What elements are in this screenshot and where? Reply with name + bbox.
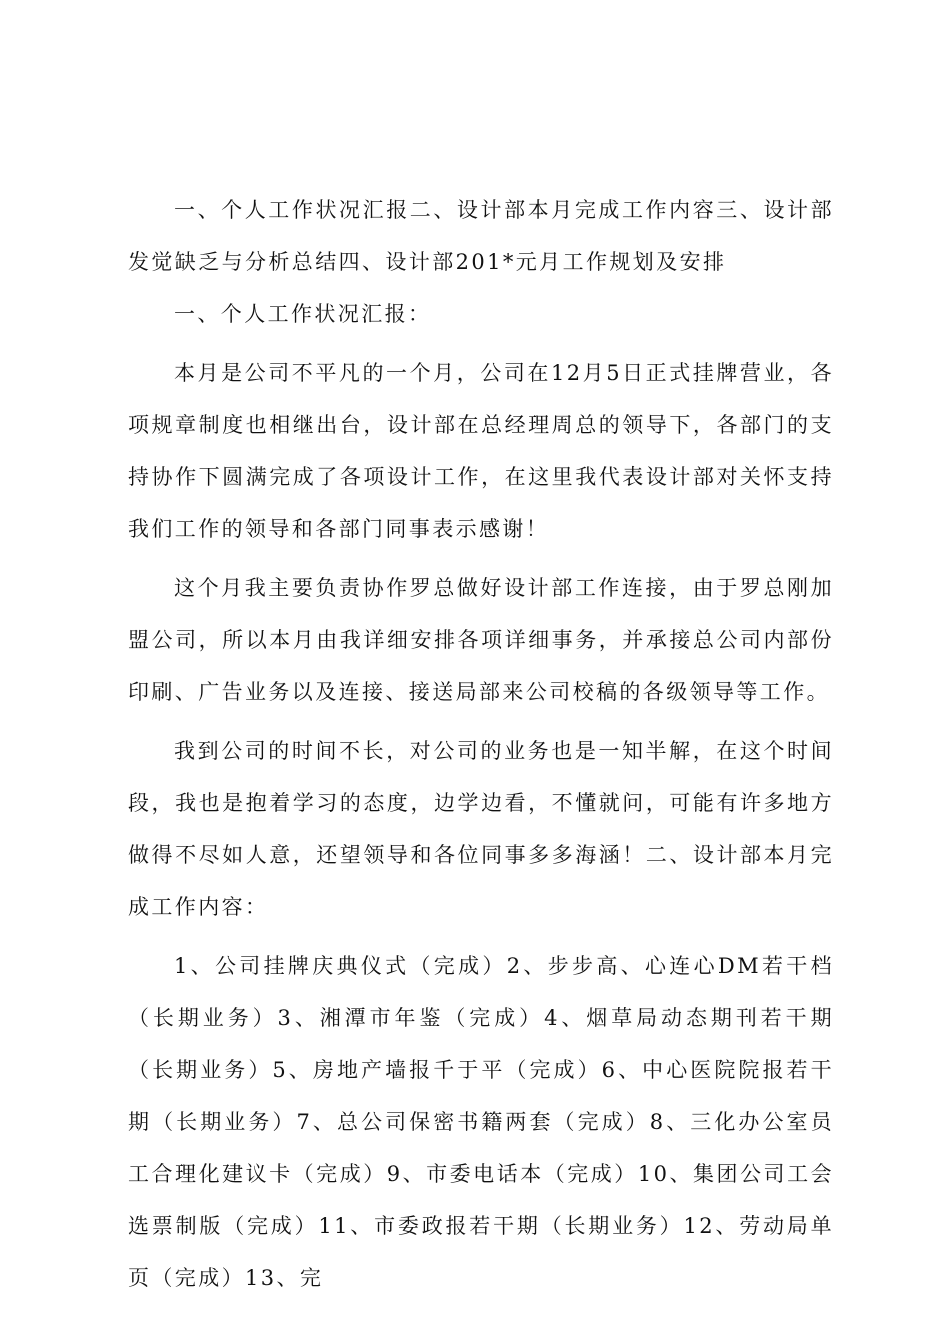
body-paragraph: 这个月我主要负责协作罗总做好设计部工作连接，由于罗总刚加盟公司，所以本月由我详细安排各项详细事务，并承接总公司内部份印刷、广告业务以及连接、接送局部来公司校稿的各级领导等工作。 xyxy=(128,576,834,704)
work-list-paragraph: 1、公司挂牌庆典仪式（完成）2、步步高、心连心DM若干档（长期业务）3、湘潭市年鉴（完成）4、烟草局动态期刊若干期（长期业务）5、房地产墙报千于平（完成）6、中心医院院报若干期（长期业务）7、总公司保密书籍两套（完成）8、三化办公室员工合理化建议卡（完成）9、市委电话本（完成）10、集团公司工会选票制版（完成）11、市委政报若干期（长期业务）12、劳动局单页（完成）13、完 xyxy=(128,954,834,1290)
body-paragraph: 我到公司的时间不长，对公司的业务也是一知半解，在这个时间段，我也是抱着学习的态度，边学边看，不懂就问，可能有许多地方做得不尽如人意，还望领导和各位同事多多海涵！二、设计部本月完成工作内容： xyxy=(128,739,834,919)
section-heading: 一、个人工作状况汇报： xyxy=(174,302,432,326)
document-body xyxy=(128,184,834,1304)
body-paragraph: 本月是公司不平凡的一个月，公司在12月5日正式挂牌营业，各项规章制度也相继出台，设计部在总经理周总的领导下，各部门的支持协作下圆满完成了各项设计工作，在这里我代表设计部对关怀支持我们工作的领导和各部门同事表示感谢！ xyxy=(128,361,834,541)
outline-paragraph: 一、个人工作状况汇报二、设计部本月完成工作内容三、设计部发觉缺乏与分析总结四、设计部201*元月工作规划及安排 xyxy=(128,198,834,274)
